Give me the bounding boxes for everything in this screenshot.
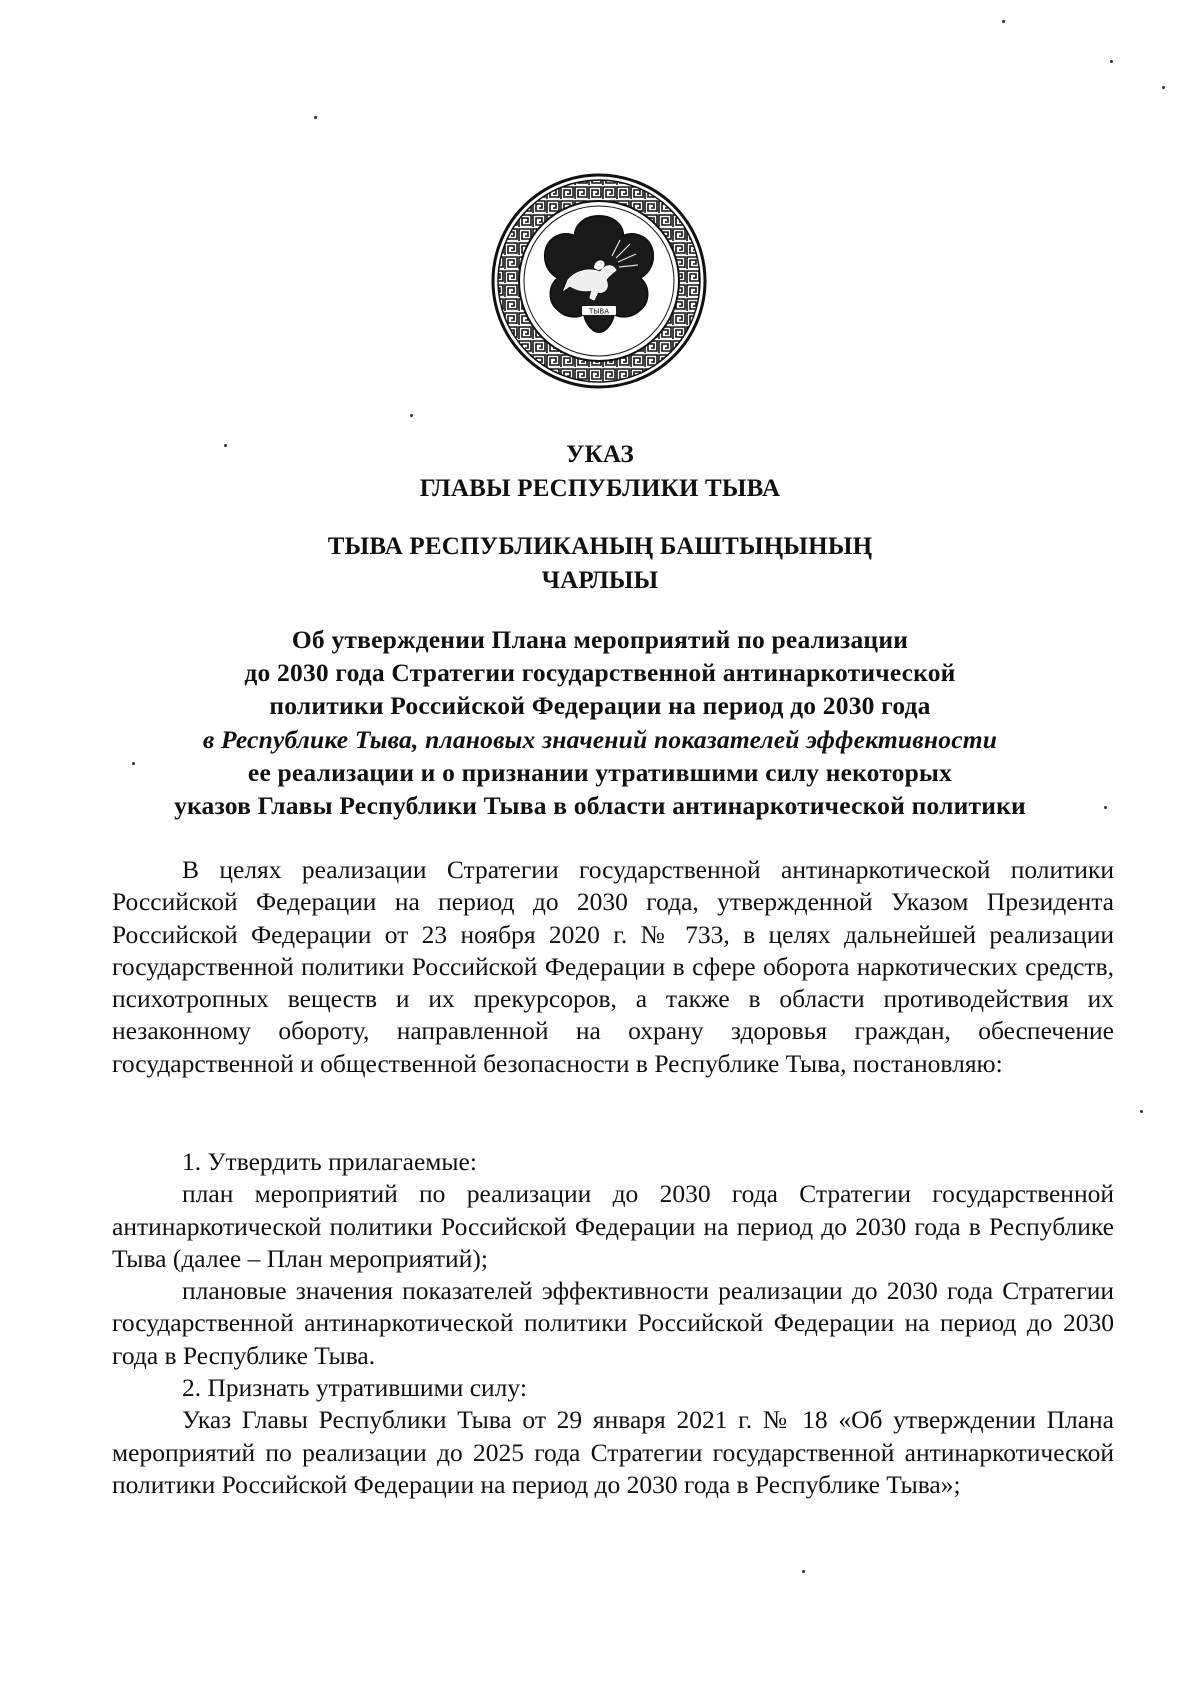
decree-title	[0, 623, 1200, 822]
preamble-paragraph: В целях реализации Стратегии государственной антинаркотической политики Российской Федерации на период до 2030 года, утвержденной Указом Президента Российской Федерации от 23 ноября 2020 г. № 733, в целях дальнейшей реализации государственной политики Российской Федерации в сфере оборота наркотических средств, психотропных веществ и их прекурсоров, а также в области противодействия их незаконному обороту, направленной на охрану здоровья граждан, обеспечение государственной и общественной безопасности в Республике Тыва, постановляю:	[112, 855, 1114, 1078]
decree-issuer: ГЛАВЫ РЕСПУБЛИКИ ТЫВА	[419, 475, 781, 502]
scan-speck	[224, 444, 227, 447]
item-1-heading: 1. Утвердить прилагаемые:	[182, 1147, 477, 1176]
decree-preamble	[112, 854, 1114, 1080]
scan-speck	[802, 1570, 805, 1573]
decree-items	[112, 1146, 1114, 1501]
item-2-a: Указ Главы Республики Тыва от 29 января 2021 г. № 18 «Об утверждении Плана мероприятий по реализации до 2025 года Стратегии государственной антинаркотической политики Российской Федерации на период до 2030 года в Республике Тыва»;	[112, 1405, 1114, 1499]
tuvan-issuer: ТЫВА РЕСПУБЛИКАНЫҢ БАШТЫҢЫНЫҢ	[327, 533, 873, 560]
title-line: ее реализации и о признании утратившими силу некоторых	[247, 757, 953, 787]
tuvan-decree-type: ЧАРЛЫЫ	[541, 567, 659, 594]
scan-speck	[1140, 1110, 1143, 1113]
item-1-a: план мероприятий по реализации до 2030 года Стратегии государственной антинаркотической политики Российской Федерации на период до 2030 года в Республике Тыва (далее – План мероприятий);	[112, 1179, 1114, 1273]
title-line: Об утверждении Плана мероприятий по реализации	[291, 625, 909, 654]
decree-type: УКАЗ	[566, 441, 634, 468]
title-line: указов Главы Республики Тыва в области антинаркотической политики	[174, 791, 1026, 821]
title-line: политики Российской Федерации на период до 2030 года	[269, 691, 931, 721]
scan-speck	[132, 762, 135, 765]
scan-speck	[314, 116, 317, 119]
scan-speck	[1110, 60, 1113, 63]
scan-speck	[1104, 806, 1107, 809]
scan-speck	[410, 414, 413, 417]
decree-heading	[0, 438, 1200, 506]
title-line: в Республике Тыва, плановых значений показателей эффективности	[202, 724, 998, 754]
decree-heading-tuvan	[0, 530, 1200, 598]
coat-of-arms-emblem	[490, 172, 708, 390]
scan-speck	[1162, 86, 1165, 89]
emblem-inscription: ТЫВА	[588, 307, 610, 316]
title-line: до 2030 года Стратегии государственной антинаркотической	[244, 658, 956, 688]
item-2-heading: 2. Признать утратившими силу:	[182, 1373, 527, 1403]
item-1-b: плановые значения показателей эффективности реализации до 2030 года Стратегии государственной антинаркотической политики Российской Федерации на период до 2030 года в Республике Тыва.	[112, 1276, 1114, 1370]
scan-speck	[1002, 20, 1005, 23]
emblem-icon	[490, 172, 708, 390]
